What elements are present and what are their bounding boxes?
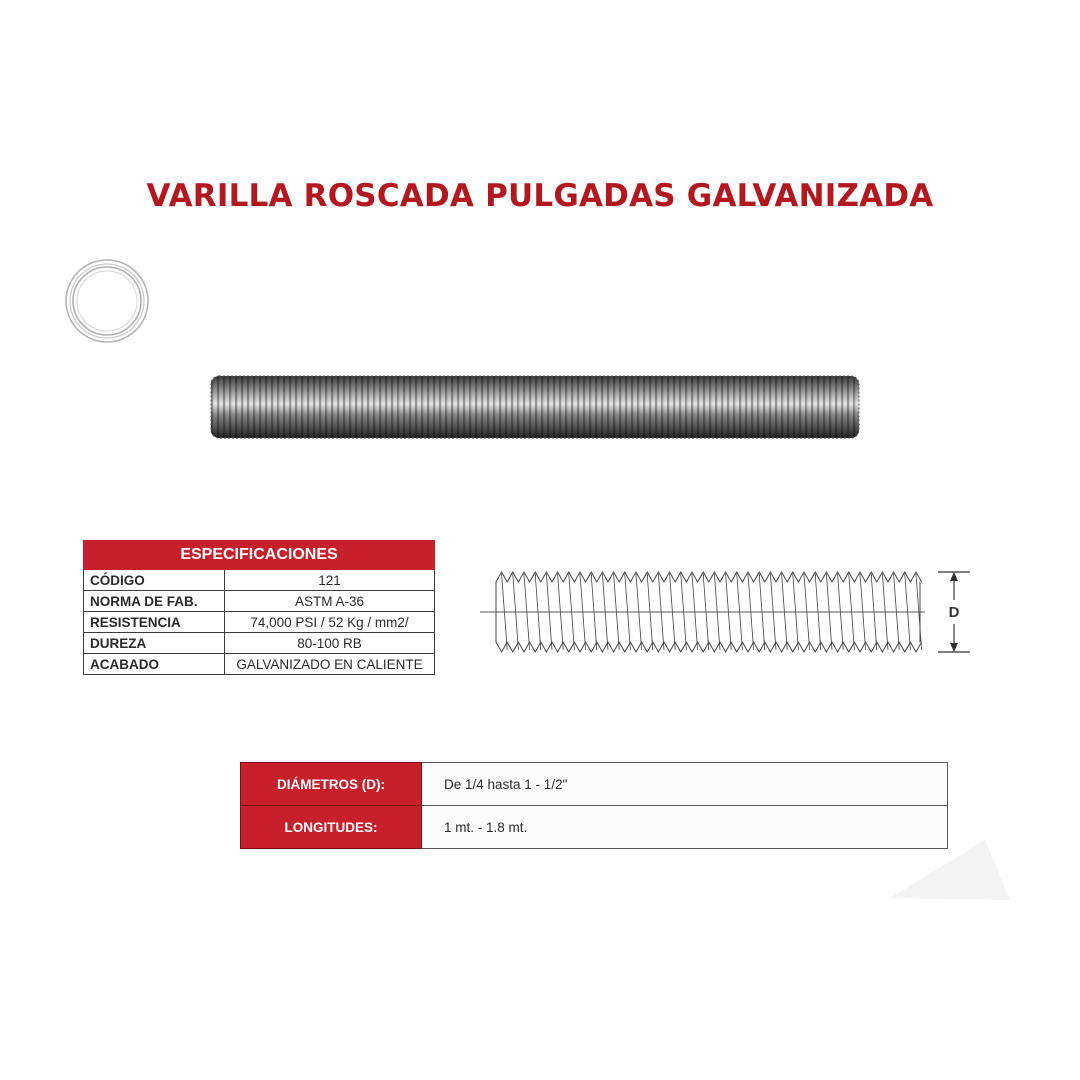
table-row xyxy=(241,763,948,806)
decorative-corner-shape xyxy=(890,840,1010,900)
spec-label: ACABADO xyxy=(84,654,225,675)
diameter-label: D xyxy=(948,604,960,621)
table-row xyxy=(241,806,948,849)
dimensions-table xyxy=(240,762,948,849)
specifications-header: ESPECIFICACIONES xyxy=(84,541,435,570)
dimension-label: LONGITUDES: xyxy=(241,806,422,849)
table-row xyxy=(84,654,435,675)
dimension-label: DIÁMETROS (D): xyxy=(241,763,422,806)
spec-label: DUREZA xyxy=(84,633,225,654)
spec-value: 80-100 RB xyxy=(225,633,435,654)
ring-icon xyxy=(62,256,152,346)
table-row xyxy=(84,591,435,612)
dimension-value: De 1/4 hasta 1 - 1/2" xyxy=(422,763,948,806)
spec-value: ASTM A-36 xyxy=(225,591,435,612)
spec-label: NORMA DE FAB. xyxy=(84,591,225,612)
table-row xyxy=(84,633,435,654)
spec-value: 121 xyxy=(225,570,435,591)
table-row xyxy=(84,612,435,633)
spec-value: GALVANIZADO EN CALIENTE xyxy=(225,654,435,675)
thread-diagram xyxy=(480,560,980,660)
specifications-table xyxy=(83,540,435,675)
spec-value: 74,000 PSI / 52 Kg / mm2/ xyxy=(225,612,435,633)
thread-profile xyxy=(496,572,922,582)
spec-label: RESISTENCIA xyxy=(84,612,225,633)
spec-label: CÓDIGO xyxy=(84,570,225,591)
dimension-value: 1 mt. - 1.8 mt. xyxy=(422,806,948,849)
page-title: VARILLA ROSCADA PULGADAS GALVANIZADA xyxy=(146,178,934,214)
threaded-rod-photo xyxy=(205,362,865,446)
table-row xyxy=(84,570,435,591)
